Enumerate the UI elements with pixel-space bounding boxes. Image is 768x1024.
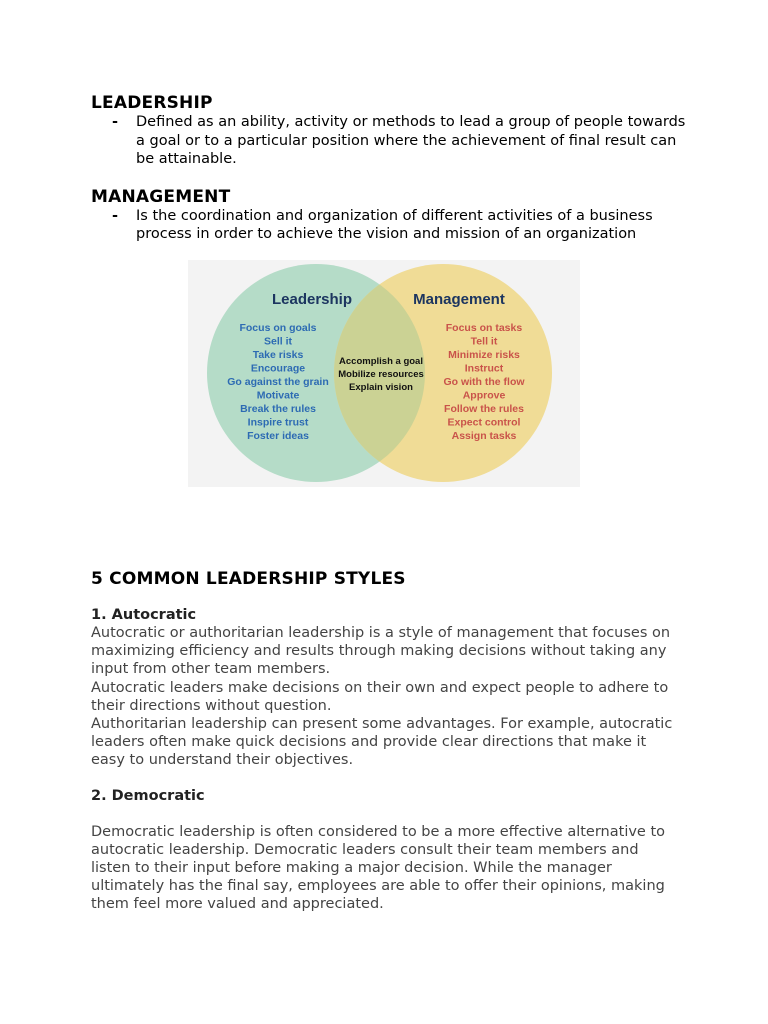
management-trait-item: Focus on tasks	[445, 322, 523, 334]
leadership-management-venn-diagram	[188, 260, 580, 487]
bullet-dash: -	[112, 207, 119, 224]
management-trait-item: Follow the rules	[444, 403, 524, 415]
management-heading: MANAGEMENT	[91, 186, 231, 207]
definitions-section	[91, 93, 691, 244]
autocratic-title: 1. Autocratic	[91, 607, 197, 623]
bullet-dash: -	[112, 114, 119, 130]
democratic-title: 2. Democratic	[91, 787, 205, 804]
shared-trait-item: Accomplish a goal	[339, 356, 423, 367]
democratic-paragraph: Democratic leadership is often considered to be a more effective alternative to autocratic leadership. Democratic leaders consult their team members and listen to their input before making a major decision. While the manager ultimately has the final say, employees are able to offer their opinions, making them feel more valued and appreciated.	[91, 823, 666, 913]
venn-svg	[188, 260, 580, 487]
styles-heading: 5 COMMON LEADERSHIP STYLES	[91, 569, 406, 589]
leadership-trait-item: Foster ideas	[247, 430, 309, 442]
management-trait-item: Go with the flow	[443, 376, 525, 388]
leadership-trait-item: Motivate	[256, 389, 300, 402]
management-trait-item: Tell it	[470, 335, 498, 348]
leadership-trait-item: Take risks	[252, 349, 304, 361]
leadership-definition	[91, 113, 696, 169]
leadership-trait-item: Encourage	[250, 362, 306, 375]
leadership-trait-item: Sell it	[263, 335, 293, 348]
shared-traits	[338, 356, 424, 393]
venn-leadership-title: Leadership	[271, 291, 353, 308]
leadership-trait-item: Focus on goals	[239, 322, 317, 334]
management-trait-item: Approve	[462, 389, 506, 402]
management-definition-text: Is the coordination and organization of different activities of a business process in order to achieve the vision and mission of an organization	[136, 207, 653, 242]
leadership-styles-section	[91, 569, 691, 914]
management-trait-item: Instruct	[464, 362, 504, 375]
management-trait-item: Expect control	[447, 416, 521, 429]
management-trait-item: Assign tasks	[451, 430, 517, 442]
management-definition	[91, 207, 696, 244]
autocratic-paragraph-3: Authoritarian leadership can present some advantages. For example, autocratic leaders often make quick decisions and provide clear directions that make it easy to understand their objectives.	[91, 716, 673, 769]
leadership-heading: LEADERSHIP	[91, 93, 213, 113]
leadership-trait-item: Break the rules	[240, 403, 316, 415]
leadership-trait-item: Inspire trust	[247, 416, 309, 429]
leadership-trait-item: Go against the grain	[227, 376, 329, 388]
venn-management-title: Management	[413, 291, 505, 308]
leadership-definition-text: Defined as an ability, activity or methods to lead a group of people towards a goal or to a particular position where the achievement of final result can be attainable.	[136, 114, 686, 167]
shared-trait-item: Mobilize resources	[338, 369, 424, 380]
autocratic-paragraph-2: Autocratic leaders make decisions on their own and expect people to adhere to their directions without question.	[91, 679, 669, 714]
shared-trait-item: Explain vision	[349, 382, 413, 393]
autocratic-paragraph-1: Autocratic or authoritarian leadership is a style of management that focuses on maximizing efficiency and results through making decisions without taking any input from other team members.	[91, 625, 671, 678]
management-trait-item: Minimize risks	[448, 349, 520, 361]
